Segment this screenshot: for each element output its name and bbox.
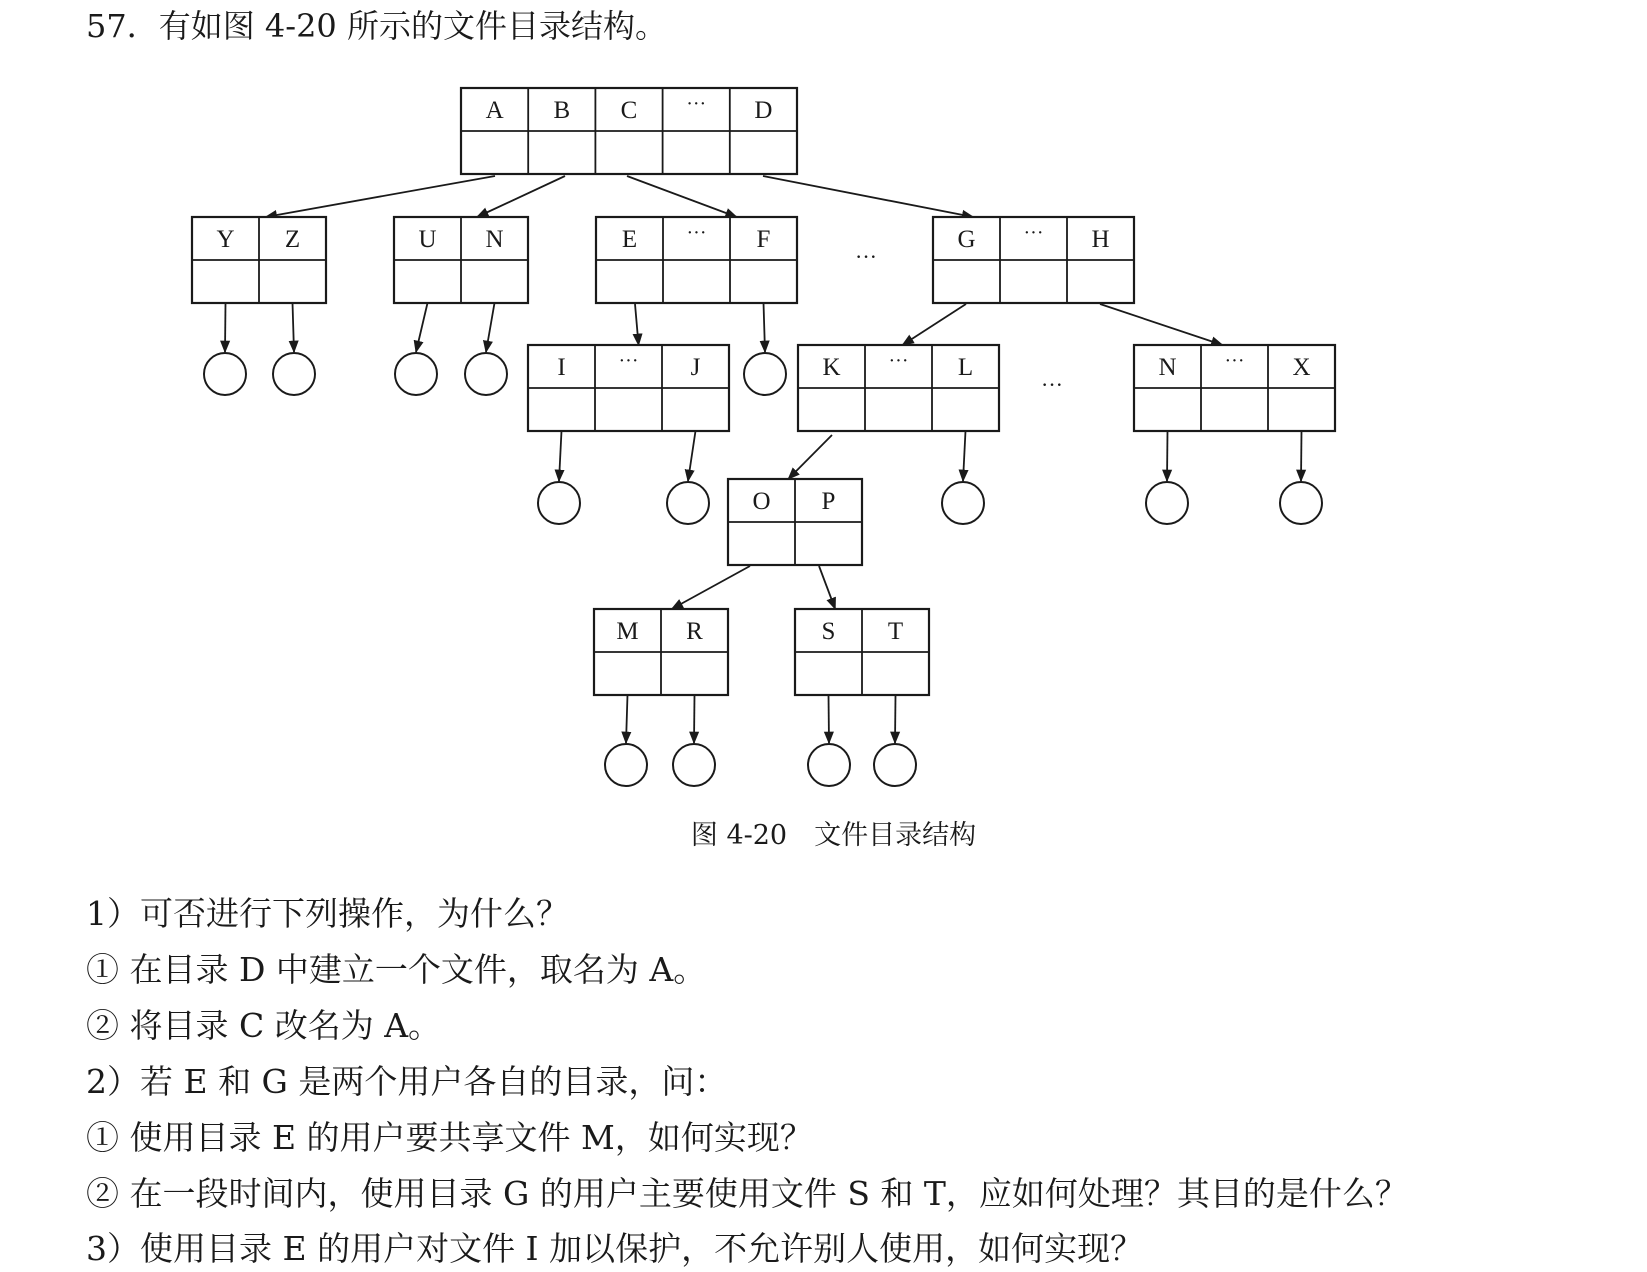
dir-entry-T: T <box>887 618 904 645</box>
dir-entry-L: L <box>957 354 974 381</box>
dir-entry-ellipsis: ··· <box>618 350 639 372</box>
edge-to-file-circle-F <box>764 303 766 352</box>
dir-entry-D: D <box>754 97 773 124</box>
dir-entry-ellipsis: ··· <box>686 93 707 115</box>
dir-entry-U: U <box>418 226 437 253</box>
dir-box-op <box>728 479 862 565</box>
dir-entry-O: O <box>752 488 771 515</box>
edge-to-file-circle-S <box>829 695 830 743</box>
question-1: 1）可否进行下列操作，为什么？ <box>86 894 569 933</box>
dir-entry-S: S <box>821 618 836 645</box>
question-1-item-1: ① 在目录 D 中建立一个文件，取名为 A。 <box>86 950 707 989</box>
edge-H-to-NX <box>1100 304 1222 345</box>
file-circle-U <box>395 353 437 395</box>
edge-to-file-circle-L <box>963 431 966 481</box>
dir-entry-R: R <box>686 618 703 645</box>
question-2-item-1: ① 使用目录 E 的用户要共享文件 M，如何实现？ <box>86 1118 813 1157</box>
file-circle-T <box>874 744 916 786</box>
question-3: 3）使用目录 E 的用户对文件 I 加以保护，不允许别人使用，如何实现？ <box>86 1229 1144 1268</box>
edge-G-to-KL <box>903 304 966 345</box>
edge-to-file-circle-M <box>626 695 628 743</box>
dir-entry-ellipsis: ··· <box>1224 350 1245 372</box>
dir-entry-X: X <box>1292 354 1311 381</box>
edge-B-to-UN <box>477 176 565 217</box>
edge-to-file-circle-Y <box>225 303 226 352</box>
question-2: 2）若 E 和 G 是两个用户各自的目录，问： <box>86 1062 728 1101</box>
question-1-item-2: ② 将目录 C 改名为 A。 <box>86 1006 442 1045</box>
file-circle-Z <box>273 353 315 395</box>
dir-entry-ellipsis: ··· <box>1023 222 1044 244</box>
dir-entry-N: N <box>485 226 504 253</box>
dir-box-un <box>394 217 528 303</box>
file-circle-J <box>667 482 709 524</box>
dir-entry-M: M <box>616 618 639 645</box>
dir-entry-I: I <box>557 354 566 381</box>
edge-D-to-GH <box>763 176 973 217</box>
file-circle-M <box>605 744 647 786</box>
ellipsis-level2: ··· <box>1041 372 1063 397</box>
edge-to-file-circle-Z <box>293 303 295 352</box>
file-circle-R <box>673 744 715 786</box>
question-2-item-2: ② 在一段时间内，使用目录 G 的用户主要使用文件 S 和 T，应如何处理？其目的是什么？ <box>86 1174 1408 1213</box>
dir-box-gh <box>933 217 1134 303</box>
dir-box-mr <box>594 609 728 695</box>
dir-entry-K: K <box>822 354 841 381</box>
edge-to-file-circle-N2 <box>1167 431 1168 481</box>
edge-to-file-circle-N <box>486 303 495 352</box>
dir-entry-N: N <box>1158 354 1177 381</box>
edge-E-to-IJ <box>635 304 639 345</box>
edge-to-file-circle-T <box>895 695 896 743</box>
dir-box-ef <box>596 217 797 303</box>
dir-entry-ellipsis: ··· <box>686 222 707 244</box>
edge-to-file-circle-I <box>559 431 562 481</box>
dir-entry-Y: Y <box>216 226 235 253</box>
file-circle-X <box>1280 482 1322 524</box>
dir-entry-G: G <box>957 226 976 253</box>
dir-box-ij <box>528 345 729 431</box>
file-circle-L <box>942 482 984 524</box>
dir-box-yz <box>192 217 326 303</box>
dir-entry-C: C <box>620 97 638 124</box>
edge-C-to-EF <box>627 176 737 217</box>
edge-to-file-circle-X <box>1301 431 1302 481</box>
dir-entry-F: F <box>756 226 771 253</box>
problem-header: 57．有如图 4-20 所示的文件目录结构。 <box>86 7 667 45</box>
edge-to-file-circle-R <box>694 695 695 743</box>
edge-A-to-YZ <box>266 176 495 217</box>
figure-caption: 图 4-20 文件目录结构 <box>690 820 977 851</box>
file-circle-N <box>465 353 507 395</box>
dir-box-st <box>795 609 929 695</box>
edge-O-to-MR <box>672 566 750 609</box>
ellipsis-level1: ··· <box>855 244 877 269</box>
dir-entry-Z: Z <box>284 226 301 253</box>
dir-entry-H: H <box>1091 226 1110 253</box>
dir-entry-J: J <box>690 354 701 381</box>
edge-P-to-ST <box>819 566 835 609</box>
edge-to-file-circle-U <box>416 303 428 352</box>
edge-K-to-OP <box>788 435 832 479</box>
dir-entry-E: E <box>621 226 638 253</box>
file-circle-I <box>538 482 580 524</box>
dir-entry-B: B <box>553 97 571 124</box>
dir-entry-P: P <box>821 488 836 515</box>
edge-to-file-circle-J <box>688 431 696 481</box>
file-circle-N2 <box>1146 482 1188 524</box>
file-circle-Y <box>204 353 246 395</box>
dir-entry-A: A <box>485 97 504 124</box>
dir-box-nx <box>1134 345 1335 431</box>
dir-entry-ellipsis: ··· <box>888 350 909 372</box>
file-circle-F <box>744 353 786 395</box>
dir-box-root <box>461 88 797 174</box>
file-circle-S <box>808 744 850 786</box>
dir-box-kl <box>798 345 999 431</box>
